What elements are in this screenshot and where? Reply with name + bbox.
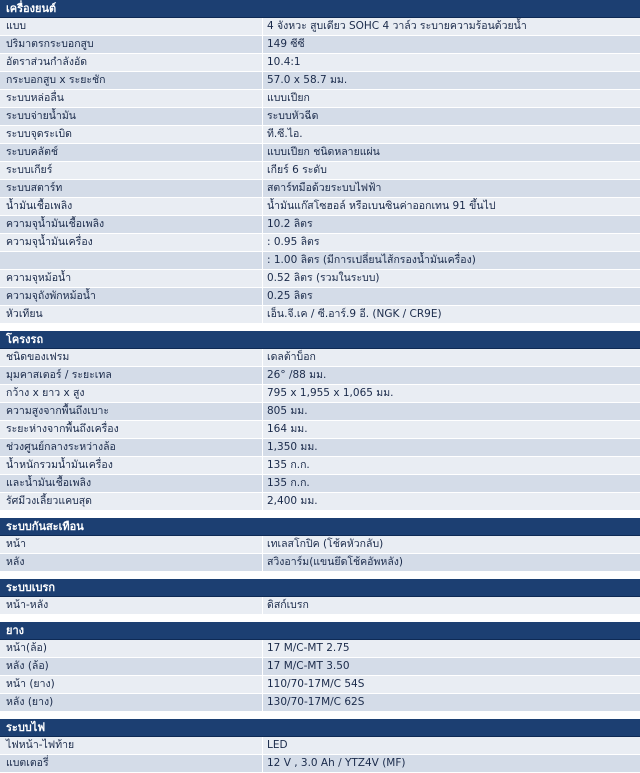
spec-label: ปริมาตรกระบอกสูบ bbox=[6, 38, 94, 50]
spec-value: แบบเปียก bbox=[262, 90, 640, 107]
spec-label: ความจุน้ำมันเชื้อเพลิง bbox=[6, 218, 105, 230]
spec-label: ชนิดของเฟรม bbox=[6, 351, 70, 363]
spec-row bbox=[0, 403, 640, 421]
spec-label: หน้า(ล้อ) bbox=[6, 642, 47, 654]
spec-value: แบบเปียก ชนิดหลายแผ่น bbox=[262, 144, 640, 161]
spec-row bbox=[0, 198, 640, 216]
spec-row bbox=[0, 90, 640, 108]
spec-row bbox=[0, 36, 640, 54]
spec-row bbox=[0, 270, 640, 288]
spec-label: หลัง bbox=[6, 556, 25, 568]
spec-value: : 1.00 ลิตร (มีการเปลี่ยนไส้กรองน้ำมันเครื่อง) bbox=[262, 252, 640, 269]
spec-label: น้ำหนักรวมน้ำมันเครื่อง bbox=[6, 459, 113, 471]
spec-row bbox=[0, 694, 640, 712]
spec-value: ดิสก์เบรก bbox=[262, 597, 640, 614]
spec-label: แบบ bbox=[6, 20, 27, 32]
spec-value: 135 ก.ก. bbox=[262, 457, 640, 474]
spec-row bbox=[0, 475, 640, 493]
spec-label: หัวเทียน bbox=[6, 308, 43, 320]
spec-row bbox=[0, 755, 640, 773]
spec-row bbox=[0, 72, 640, 90]
spec-label: แบตเตอรี่ bbox=[6, 757, 49, 769]
spec-label: ระบบสตาร์ท bbox=[6, 182, 63, 194]
spec-value: : 0.95 ลิตร bbox=[262, 234, 640, 251]
spec-value: เกียร์ 6 ระดับ bbox=[262, 162, 640, 179]
section-header: ระบบไฟ bbox=[0, 719, 640, 737]
spec-value: 17 M/C-MT 3.50 bbox=[262, 658, 640, 675]
spec-label: ความจุน้ำมันเครื่อง bbox=[6, 236, 93, 248]
spec-value: 12 V , 3.0 Ah / YTZ4V (MF) bbox=[262, 755, 640, 772]
spec-row bbox=[0, 18, 640, 36]
spec-row bbox=[0, 676, 640, 694]
spec-value: 1,350 มม. bbox=[262, 439, 640, 456]
spec-label: ความสูงจากพื้นถึงเบาะ bbox=[6, 405, 110, 417]
spec-value: 135 ก.ก. bbox=[262, 475, 640, 492]
spec-label: รัศมีวงเลี้ยวแคบสุด bbox=[6, 495, 93, 507]
spec-label: ระบบหล่อลื่น bbox=[6, 92, 64, 104]
spec-label: หน้า bbox=[6, 538, 26, 550]
spec-label: ไฟหน้า-ไฟท้าย bbox=[6, 739, 75, 751]
spec-label: ความจุถังพักหม้อน้ำ bbox=[6, 290, 96, 302]
spec-label: ระบบจ่ายน้ำมัน bbox=[6, 110, 76, 122]
spec-value: 149 ซีซี bbox=[262, 36, 640, 53]
spec-row bbox=[0, 367, 640, 385]
spec-value: 130/70-17M/C 62S bbox=[262, 694, 640, 711]
spec-row bbox=[0, 306, 640, 324]
spec-row bbox=[0, 349, 640, 367]
spec-label: ความจุหม้อน้ำ bbox=[6, 272, 72, 284]
spec-label: ช่วงศูนย์กลางระหว่างล้อ bbox=[6, 441, 116, 453]
section-gap bbox=[0, 324, 640, 331]
spec-row bbox=[0, 216, 640, 234]
spec-row bbox=[0, 421, 640, 439]
spec-row bbox=[0, 162, 640, 180]
spec-value: 10.2 ลิตร bbox=[262, 216, 640, 233]
spec-row bbox=[0, 493, 640, 511]
spec-label: หลัง (ยาง) bbox=[6, 696, 54, 708]
spec-value: 26° /88 มม. bbox=[262, 367, 640, 384]
spec-row bbox=[0, 126, 640, 144]
spec-label: มุมคาสเตอร์ / ระยะเทล bbox=[6, 369, 112, 381]
spec-label: และน้ำมันเชื้อเพลิง bbox=[6, 477, 92, 489]
section-header: เครื่องยนต์ bbox=[0, 0, 640, 18]
spec-label: หน้า (ยาง) bbox=[6, 678, 55, 690]
spec-value: 164 มม. bbox=[262, 421, 640, 438]
spec-label: หน้า-หลัง bbox=[6, 599, 49, 611]
spec-row bbox=[0, 439, 640, 457]
section-gap bbox=[0, 572, 640, 579]
spec-row bbox=[0, 457, 640, 475]
spec-label: น้ำมันเชื้อเพลิง bbox=[6, 200, 73, 212]
spec-value: 795 x 1,955 x 1,065 มม. bbox=[262, 385, 640, 402]
spec-label: ระบบจุดระเบิด bbox=[6, 128, 72, 140]
spec-row bbox=[0, 554, 640, 572]
spec-value: สวิงอาร์ม(แขนยึดโช้คอัพหลัง) bbox=[262, 554, 640, 571]
spec-label: ระบบเกียร์ bbox=[6, 164, 53, 176]
spec-label: กระบอกสูบ x ระยะชัก bbox=[6, 74, 106, 86]
spec-row bbox=[0, 536, 640, 554]
section-header: ระบบเบรก bbox=[0, 579, 640, 597]
section-gap bbox=[0, 712, 640, 719]
spec-value: 57.0 x 58.7 มม. bbox=[262, 72, 640, 89]
section-header: ยาง bbox=[0, 622, 640, 640]
spec-row bbox=[0, 108, 640, 126]
spec-value: น้ำมันแก๊สโซฮอล์ หรือเบนซินค่าออกเทน 91 ขึ้นไป bbox=[262, 198, 640, 215]
spec-label: ระยะห่างจากพื้นถึงเครื่อง bbox=[6, 423, 119, 435]
spec-value: ระบบหัวฉีด bbox=[262, 108, 640, 125]
spec-row bbox=[0, 737, 640, 755]
spec-label: ระบบคลัตช์ bbox=[6, 146, 59, 158]
spec-row bbox=[0, 234, 640, 252]
spec-value: ที.ซี.ไอ. bbox=[262, 126, 640, 143]
spec-row bbox=[0, 658, 640, 676]
spec-value: 17 M/C-MT 2.75 bbox=[262, 640, 640, 657]
spec-row bbox=[0, 288, 640, 306]
spec-value: 805 มม. bbox=[262, 403, 640, 420]
spec-value: สตาร์ทมือด้วยระบบไฟฟ้า bbox=[262, 180, 640, 197]
spec-row bbox=[0, 640, 640, 658]
spec-value: เดลต้าบ็อก bbox=[262, 349, 640, 366]
spec-value: 0.25 ลิตร bbox=[262, 288, 640, 305]
spec-row bbox=[0, 597, 640, 615]
spec-label: หลัง (ล้อ) bbox=[6, 660, 49, 672]
section-header: โครงรถ bbox=[0, 331, 640, 349]
spec-row bbox=[0, 252, 640, 270]
spec-value: LED bbox=[262, 737, 640, 754]
spec-row bbox=[0, 144, 640, 162]
spec-value: 4 จังหวะ สูบเดียว SOHC 4 วาล์ว ระบายความร้อนด้วยน้ำ bbox=[262, 18, 640, 35]
spec-value: 2,400 มม. bbox=[262, 493, 640, 510]
spec-row bbox=[0, 180, 640, 198]
spec-value: เอ็น.จี.เค / ซี.อาร์.9 อี. (NGK / CR9E) bbox=[262, 306, 640, 323]
spec-row bbox=[0, 385, 640, 403]
spec-label: กว้าง x ยาว x สูง bbox=[6, 387, 85, 399]
spec-label: อัตราส่วนกำลังอัด bbox=[6, 56, 88, 68]
section-gap bbox=[0, 511, 640, 518]
section-header: ระบบกันสะเทือน bbox=[0, 518, 640, 536]
spec-value: 110/70-17M/C 54S bbox=[262, 676, 640, 693]
spec-label bbox=[0, 252, 262, 269]
spec-value: 10.4:1 bbox=[262, 54, 640, 71]
section-gap bbox=[0, 615, 640, 622]
spec-row bbox=[0, 54, 640, 72]
spec-value: เทเลสโกปิค (โช้คหัวกลับ) bbox=[262, 536, 640, 553]
spec-value: 0.52 ลิตร (รวมในระบบ) bbox=[262, 270, 640, 287]
